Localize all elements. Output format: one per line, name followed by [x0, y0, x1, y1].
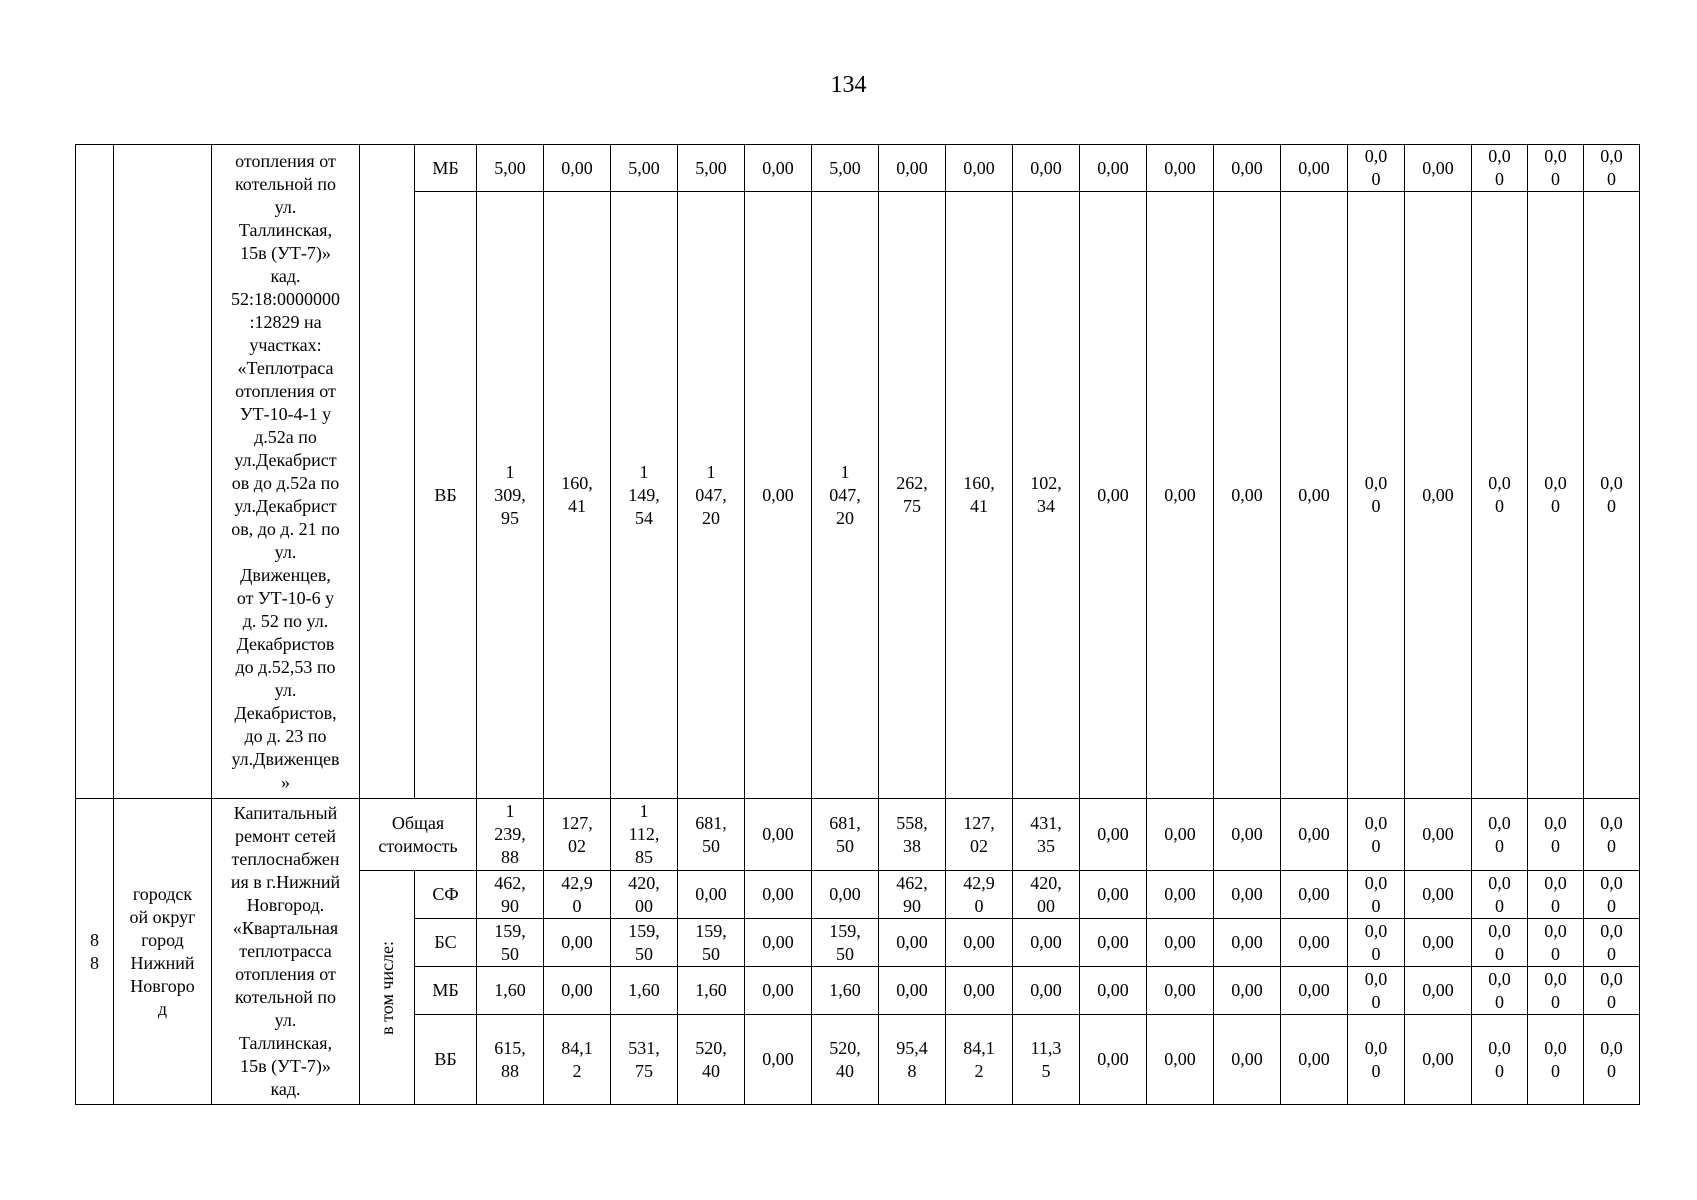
value-cell: 0,00 [1080, 919, 1147, 967]
value-cell: 84,1 2 [544, 1015, 611, 1105]
value-cell: 420, 00 [1013, 871, 1080, 919]
value-cell: 0,00 [1214, 967, 1281, 1015]
value-cell: 0,00 [1147, 145, 1214, 192]
number-cell [76, 145, 114, 799]
value-cell: 0,0 0 [1584, 919, 1640, 967]
value-cell: 0,00 [1405, 871, 1472, 919]
value-cell: 0,00 [1080, 799, 1147, 871]
row-label: БС [415, 919, 477, 967]
row-label: МБ [415, 145, 477, 192]
value-cell: 159, 50 [678, 919, 745, 967]
value-cell: 0,00 [678, 871, 745, 919]
value-cell: 5,00 [611, 145, 678, 192]
value-cell: 0,00 [1214, 799, 1281, 871]
value-cell: 558, 38 [879, 799, 946, 871]
value-cell: 0,0 0 [1472, 871, 1528, 919]
value-cell: 42,9 0 [544, 871, 611, 919]
value-cell: 0,00 [745, 145, 812, 192]
row-label: ВБ [415, 192, 477, 799]
value-cell: 0,0 0 [1348, 145, 1405, 192]
value-cell: 1 149, 54 [611, 192, 678, 799]
value-cell: 1 239, 88 [477, 799, 544, 871]
value-cell: 0,0 0 [1348, 192, 1405, 799]
value-cell: 0,00 [745, 967, 812, 1015]
value-cell: 0,00 [1013, 145, 1080, 192]
value-cell: 0,00 [879, 967, 946, 1015]
value-cell: 0,0 0 [1528, 192, 1584, 799]
value-cell: 5,00 [477, 145, 544, 192]
including-label-cell [360, 871, 415, 1105]
value-cell: 0,00 [1405, 967, 1472, 1015]
value-cell: 0,0 0 [1528, 871, 1584, 919]
value-cell: 0,00 [1281, 799, 1348, 871]
value-cell: 5,00 [812, 145, 879, 192]
value-cell: 0,0 0 [1348, 871, 1405, 919]
value-cell: 0,00 [1281, 919, 1348, 967]
value-cell: 0,00 [879, 145, 946, 192]
value-cell: 520, 40 [678, 1015, 745, 1105]
value-cell: 1 047, 20 [812, 192, 879, 799]
value-cell: 159, 50 [611, 919, 678, 967]
value-cell: 0,0 0 [1472, 799, 1528, 871]
value-cell: 0,0 0 [1348, 967, 1405, 1015]
total-cost-label: Общая стоимость [360, 799, 477, 871]
value-cell: 0,0 0 [1584, 967, 1640, 1015]
municipality-cell: городск ой округ город Нижний Новгоро д [114, 799, 212, 1105]
value-cell: 0,00 [1080, 967, 1147, 1015]
value-cell: 0,00 [1405, 919, 1472, 967]
value-cell: 0,00 [745, 799, 812, 871]
value-cell: 531, 75 [611, 1015, 678, 1105]
value-cell: 0,0 0 [1348, 1015, 1405, 1105]
value-cell: 681, 50 [678, 799, 745, 871]
value-cell: 0,0 0 [1348, 919, 1405, 967]
value-cell: 681, 50 [812, 799, 879, 871]
value-cell: 102, 34 [1013, 192, 1080, 799]
value-cell: 0,0 0 [1528, 799, 1584, 871]
table-row [76, 145, 1640, 192]
value-cell: 0,00 [544, 967, 611, 1015]
value-cell: 0,0 0 [1472, 967, 1528, 1015]
value-cell: 0,00 [879, 919, 946, 967]
value-cell: 462, 90 [477, 871, 544, 919]
value-cell: 0,0 0 [1584, 871, 1640, 919]
value-cell: 0,00 [544, 145, 611, 192]
value-cell: 0,00 [1080, 192, 1147, 799]
value-cell: 0,00 [1214, 871, 1281, 919]
value-cell: 0,00 [1281, 967, 1348, 1015]
value-cell: 0,00 [1147, 799, 1214, 871]
page-number: 134 [830, 72, 867, 98]
value-cell: 0,00 [1214, 145, 1281, 192]
value-cell: 0,0 0 [1528, 967, 1584, 1015]
value-cell: 0,00 [946, 145, 1013, 192]
value-cell: 0,0 0 [1584, 145, 1640, 192]
value-cell: 0,00 [1147, 919, 1214, 967]
value-cell: 0,0 0 [1472, 1015, 1528, 1105]
value-cell: 0,0 0 [1472, 192, 1528, 799]
value-cell: 431, 35 [1013, 799, 1080, 871]
value-cell: 0,00 [1281, 145, 1348, 192]
value-cell: 159, 50 [812, 919, 879, 967]
row-label: МБ [415, 967, 477, 1015]
value-cell: 1,60 [477, 967, 544, 1015]
value-cell: 84,1 2 [946, 1015, 1013, 1105]
value-cell: 0,00 [1281, 192, 1348, 799]
value-cell: 5,00 [678, 145, 745, 192]
value-cell: 1 112, 85 [611, 799, 678, 871]
row-label: СФ [415, 871, 477, 919]
value-cell: 0,0 0 [1348, 799, 1405, 871]
value-cell: 1 309, 95 [477, 192, 544, 799]
value-cell: 0,00 [1080, 145, 1147, 192]
value-cell: 1,60 [812, 967, 879, 1015]
value-cell: 0,00 [1147, 967, 1214, 1015]
value-cell: 520, 40 [812, 1015, 879, 1105]
empty-cell [360, 145, 415, 799]
value-cell: 0,00 [1147, 871, 1214, 919]
value-cell: 0,00 [1405, 192, 1472, 799]
value-cell: 0,00 [1080, 1015, 1147, 1105]
value-cell: 127, 02 [946, 799, 1013, 871]
value-cell: 0,00 [1080, 871, 1147, 919]
value-cell: 0,00 [1147, 192, 1214, 799]
value-cell: 1 047, 20 [678, 192, 745, 799]
value-cell: 0,0 0 [1584, 192, 1640, 799]
value-cell: 0,00 [745, 192, 812, 799]
value-cell: 0,0 0 [1584, 1015, 1640, 1105]
value-cell: 0,0 0 [1528, 1015, 1584, 1105]
municipality-cell [114, 145, 212, 799]
value-cell: 262, 75 [879, 192, 946, 799]
value-cell: 0,00 [1147, 1015, 1214, 1105]
value-cell: 0,00 [745, 919, 812, 967]
value-cell: 0,00 [1405, 799, 1472, 871]
value-cell: 0,00 [1281, 1015, 1348, 1105]
value-cell: 0,00 [745, 871, 812, 919]
value-cell: 0,0 0 [1528, 145, 1584, 192]
project-description: Капитальный ремонт сетей теплоснабжен ия в г.Нижний Новгород. «Квартальная теплотрасса отопления от котельной по ул. Таллинская, 15в (УТ-7)» кад. [212, 799, 360, 1105]
budget-table [75, 144, 1640, 1105]
value-cell: 615, 88 [477, 1015, 544, 1105]
value-cell: 160, 41 [544, 192, 611, 799]
value-cell: 0,00 [812, 871, 879, 919]
value-cell: 1,60 [678, 967, 745, 1015]
value-cell: 95,4 8 [879, 1015, 946, 1105]
value-cell: 159, 50 [477, 919, 544, 967]
value-cell: 0,00 [745, 1015, 812, 1105]
value-cell: 160, 41 [946, 192, 1013, 799]
value-cell: 0,00 [1281, 871, 1348, 919]
value-cell: 0,00 [1405, 1015, 1472, 1105]
table-row [76, 799, 1640, 871]
value-cell: 0,0 0 [1472, 919, 1528, 967]
value-cell: 0,00 [1405, 145, 1472, 192]
value-cell: 0,00 [1013, 967, 1080, 1015]
value-cell: 1,60 [611, 967, 678, 1015]
value-cell: 0,00 [946, 919, 1013, 967]
value-cell: 42,9 0 [946, 871, 1013, 919]
row-label: ВБ [415, 1015, 477, 1105]
value-cell: 127, 02 [544, 799, 611, 871]
value-cell: 11,3 5 [1013, 1015, 1080, 1105]
including-label: в том числе: [376, 940, 397, 1035]
project-description: отопления от котельной по ул. Таллинская, 15в (УТ-7)» кад. 52:18:0000000 :12829 на участках: «Теплотраса отопления от УТ-10-4-1 у д.52а по ул.Декабрист ов до д.52а по ул.Декабрист ов, до д. 21 по ул. Движенцев, от УТ-10-6 у д. 52 по ул. Декабристов до д.52,53 по ул. Декабристов, до д. 23 по ул.Движенцев » [212, 145, 360, 799]
value-cell: 0,0 0 [1472, 145, 1528, 192]
value-cell: 0,00 [1214, 919, 1281, 967]
value-cell: 0,00 [1013, 919, 1080, 967]
project-number: 8 8 [76, 799, 114, 1105]
value-cell: 0,00 [544, 919, 611, 967]
value-cell: 420, 00 [611, 871, 678, 919]
value-cell: 0,00 [1214, 192, 1281, 799]
value-cell: 0,00 [946, 967, 1013, 1015]
value-cell: 0,00 [1214, 1015, 1281, 1105]
value-cell: 0,0 0 [1584, 799, 1640, 871]
value-cell: 0,0 0 [1528, 919, 1584, 967]
value-cell: 462, 90 [879, 871, 946, 919]
